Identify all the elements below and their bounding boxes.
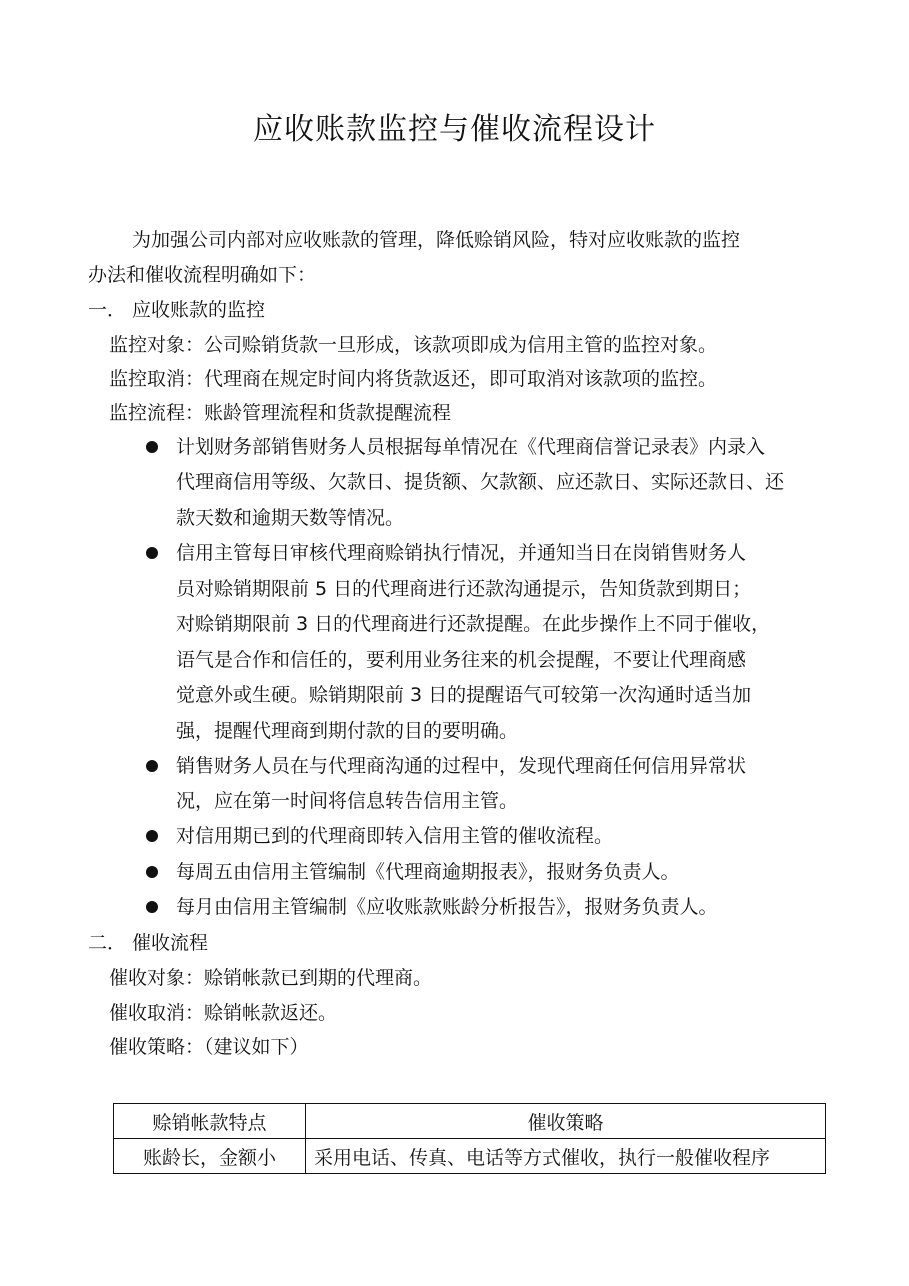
bullet-dot — [146, 547, 158, 559]
bullet-dot — [146, 901, 158, 913]
bullet-dot — [146, 760, 158, 772]
bullet-2-line-1: 信用主管每日审核代理商赊销执行情况，并通知当日在岗销售财务人 — [176, 542, 747, 564]
document-title: 应收账款监控与催收流程设计 — [253, 112, 656, 147]
bullet-2-line-5: 觉意外或生硬。赊销期限前 3 日的提醒语气可较第一次沟通时适当加 — [176, 684, 752, 706]
bullet-dot — [146, 441, 158, 453]
bullet-2-line-4: 语气是合作和信任的，要利用业务往来的机会提醒，不要让代理商感 — [176, 649, 747, 671]
monitor-flow: 监控流程：账龄管理流程和货款提醒流程 — [109, 402, 452, 424]
bullet-6-line-1: 每月由信用主管编制《应收账款账龄分析报告》，报财务负责人。 — [176, 896, 718, 918]
bullet-3-line-1: 销售财务人员在与代理商沟通的过程中，发现代理商任何信用异常状 — [176, 755, 747, 777]
bullet-2-line-2: 员对赊销期限前 5 日的代理商进行还款沟通提示，告知货款到期日； — [176, 578, 752, 600]
monitor-object: 监控对象：公司赊销货款一旦形成，该款项即成为信用主管的监控对象。 — [109, 334, 718, 356]
table-row — [114, 1139, 826, 1174]
bullet-1-line-2: 代理商信用等级、欠款日、提货额、欠款额、应还款日、实际还款日、还 — [176, 471, 785, 493]
collect-object: 催收对象：赊销帐款已到期的代理商。 — [109, 967, 433, 989]
intro-line-2: 办法和催收流程明确如下： — [88, 264, 317, 286]
bullet-dot — [146, 866, 158, 878]
bullet-4-line-1: 对信用期已到的代理商即转入信用主管的催收流程。 — [176, 825, 614, 847]
collection-strategy-table — [113, 1103, 826, 1174]
bullet-dot — [146, 830, 158, 842]
bullet-1-line-3: 款天数和逾期天数等情况。 — [176, 507, 405, 529]
collect-strategy: 催收策略：（建议如下） — [109, 1036, 309, 1058]
bullet-5-line-1: 每周五由信用主管编制《代理商逾期报表》，报财务负责人。 — [176, 861, 680, 883]
table-header-cell: 赊销帐款特点 — [114, 1104, 306, 1139]
section-2-heading: 二． 催收流程 — [88, 932, 209, 954]
table-header-row — [114, 1104, 826, 1139]
bullet-2-line-6: 强，提醒代理商到期付款的目的要明确。 — [176, 720, 519, 742]
intro-line-1: 为加强公司内部对应收账款的管理，降低赊销风险，特对应收账款的监控 — [132, 229, 741, 251]
collect-cancel: 催收取消：赊销帐款返还。 — [109, 1002, 338, 1024]
bullet-1-line-1: 计划财务部销售财务人员根据每单情况在《代理商信誉记录表》内录入 — [176, 436, 766, 458]
bullet-3-line-2: 况，应在第一时间将信息转告信用主管。 — [176, 790, 519, 812]
table-cell: 采用电话、传真、电话等方式催收，执行一般催收程序 — [306, 1139, 826, 1174]
section-1-heading: 一． 应收账款的监控 — [88, 299, 266, 321]
table-cell: 账龄长，金额小 — [114, 1139, 306, 1174]
monitor-cancel: 监控取消：代理商在规定时间内将货款返还，即可取消对该款项的监控。 — [109, 368, 718, 390]
bullet-2-line-3: 对赊销期限前 3 日的代理商进行还款提醒。在此步操作上不同于催收， — [176, 613, 771, 635]
table-header-cell: 催收策略 — [306, 1104, 826, 1139]
